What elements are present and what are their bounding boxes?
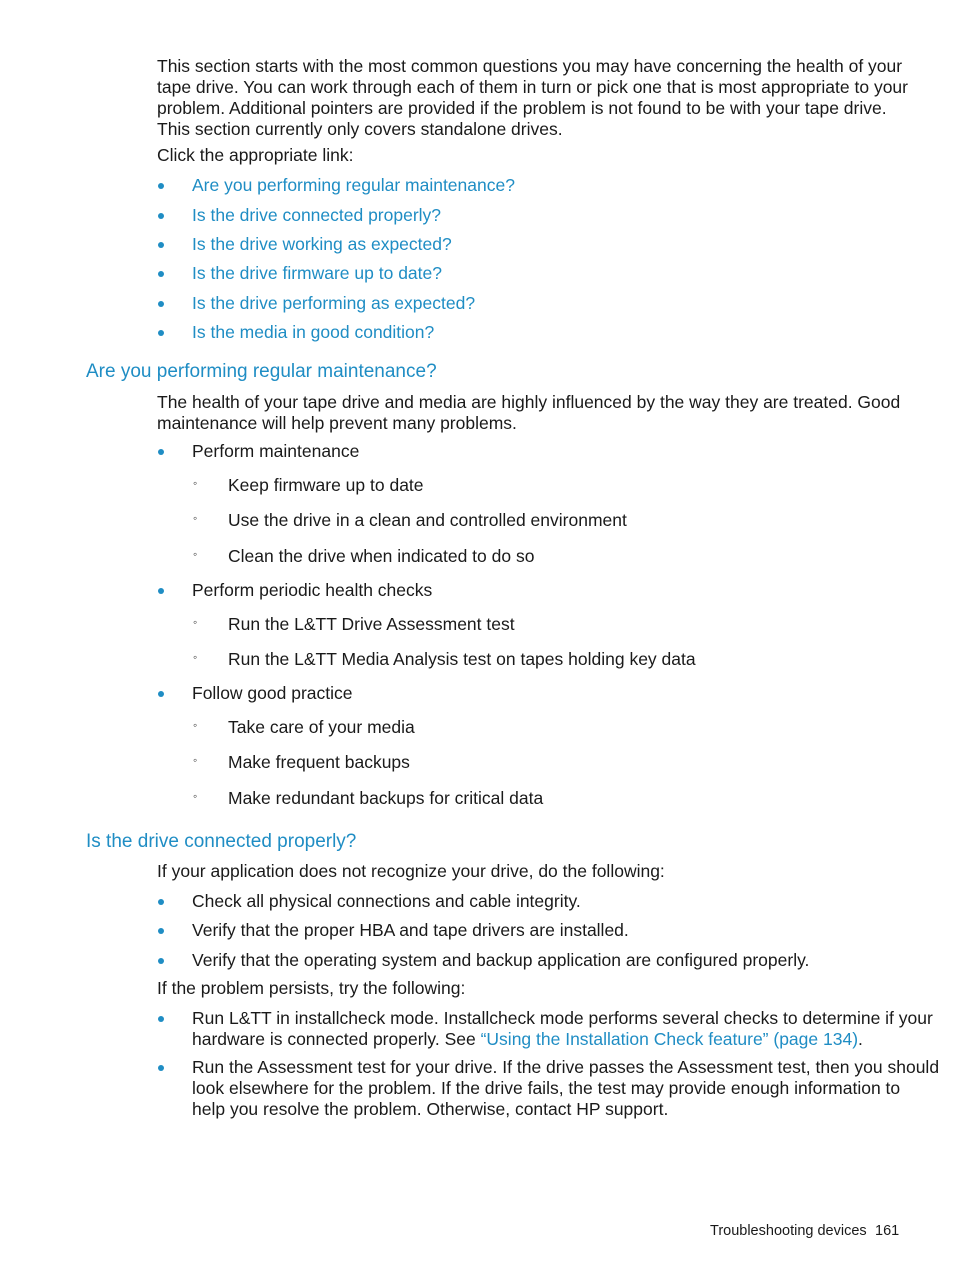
list-item: Check all physical connections and cable integrity. bbox=[192, 891, 581, 911]
sub-bullet-icon: ◦ bbox=[193, 547, 198, 561]
bullet-icon bbox=[158, 301, 164, 307]
list-item: Verify that the proper HBA and tape drivers are installed. bbox=[192, 920, 629, 940]
step2-line: Run the Assessment test for your drive. If the drive passes the Assessment test, then you should bbox=[192, 1057, 940, 1077]
intro-line: This section currently only covers standalone drives. bbox=[157, 119, 563, 139]
connected-intro: If your application does not recognize your drive, do the following: bbox=[157, 861, 665, 881]
sub-bullet-icon: ◦ bbox=[193, 650, 198, 664]
step1-suffix: . bbox=[858, 1029, 863, 1049]
list-item: Perform periodic health checks bbox=[192, 580, 433, 600]
sub-list-item: Keep firmware up to date bbox=[228, 475, 424, 495]
bullet-icon bbox=[158, 588, 164, 594]
intro-line: problem. Additional pointers are provided if the problem is not found to be with your tape drive. bbox=[157, 98, 887, 118]
maintenance-line: The health of your tape drive and media are highly influenced by the way they are treated. Good bbox=[157, 392, 901, 412]
bullet-icon bbox=[158, 1016, 164, 1022]
sub-list-item: Make frequent backups bbox=[228, 752, 410, 772]
bullet-icon bbox=[158, 271, 164, 277]
step1-prefix: hardware is connected properly. See bbox=[192, 1029, 481, 1049]
sub-bullet-icon: ◦ bbox=[193, 789, 198, 803]
bullet-icon bbox=[158, 213, 164, 219]
list-item bbox=[192, 1057, 939, 1120]
intro-paragraph bbox=[157, 56, 908, 140]
bullet-icon bbox=[158, 958, 164, 964]
link-firmware[interactable]: Is the drive firmware up to date? bbox=[192, 263, 442, 283]
link-media[interactable]: Is the media in good condition? bbox=[192, 322, 435, 342]
list-item: Perform maintenance bbox=[192, 441, 360, 461]
section-heading-maintenance: Are you performing regular maintenance? bbox=[86, 361, 437, 382]
sub-bullet-icon: ◦ bbox=[193, 615, 198, 629]
step1-line: Run L&TT in installcheck mode. Installcheck mode performs several checks to determine if your bbox=[192, 1008, 933, 1028]
section-heading-connected: Is the drive connected properly? bbox=[86, 831, 357, 852]
link-performing[interactable]: Is the drive performing as expected? bbox=[192, 293, 476, 313]
footer-section-title: Troubleshooting devices bbox=[710, 1223, 867, 1239]
intro-line: tape drive. You can work through each of them in turn or pick one that is most appropriate to your bbox=[157, 77, 908, 97]
page-number: 161 bbox=[875, 1223, 900, 1239]
list-item: Verify that the operating system and backup application are configured properly. bbox=[192, 950, 810, 970]
list-item: Follow good practice bbox=[192, 683, 353, 703]
persist-text: If the problem persists, try the following: bbox=[157, 978, 466, 998]
sub-list-item: Use the drive in a clean and controlled environment bbox=[228, 510, 627, 530]
sub-bullet-icon: ◦ bbox=[193, 718, 198, 732]
intro-line: This section starts with the most common questions you may have concerning the health of your bbox=[157, 56, 903, 76]
sub-bullet-icon: ◦ bbox=[193, 753, 198, 767]
bullet-icon bbox=[158, 449, 164, 455]
sub-list-item: Clean the drive when indicated to do so bbox=[228, 546, 535, 566]
bullet-icon bbox=[158, 330, 164, 336]
bullet-icon bbox=[158, 691, 164, 697]
sub-list-item: Run the L&TT Drive Assessment test bbox=[228, 614, 515, 634]
sub-bullet-icon: ◦ bbox=[193, 476, 198, 490]
bullet-icon bbox=[158, 242, 164, 248]
bullet-icon bbox=[158, 899, 164, 905]
step2-line: help you resolve the problem. Otherwise, contact HP support. bbox=[192, 1099, 669, 1119]
link-connected[interactable]: Is the drive connected properly? bbox=[192, 205, 442, 225]
bullet-icon bbox=[158, 1065, 164, 1071]
step1-line-2 bbox=[192, 1029, 933, 1050]
step2-line: look elsewhere for the problem. If the drive fails, the test may provide enough information to bbox=[192, 1078, 901, 1098]
sub-list-item: Run the L&TT Media Analysis test on tapes holding key data bbox=[228, 649, 696, 669]
link-working[interactable]: Is the drive working as expected? bbox=[192, 234, 452, 254]
sub-list-item: Take care of your media bbox=[228, 717, 415, 737]
link-maintenance[interactable]: Are you performing regular maintenance? bbox=[192, 175, 515, 195]
bullet-icon bbox=[158, 183, 164, 189]
click-prompt: Click the appropriate link: bbox=[157, 145, 354, 165]
maintenance-paragraph bbox=[157, 392, 900, 434]
list-item bbox=[192, 1008, 933, 1050]
sub-bullet-icon: ◦ bbox=[193, 511, 198, 525]
bullet-icon bbox=[158, 928, 164, 934]
installation-check-link[interactable]: “Using the Installation Check feature” (page 134) bbox=[480, 1029, 859, 1049]
maintenance-line: maintenance will help prevent many problems. bbox=[157, 413, 517, 433]
sub-list-item: Make redundant backups for critical data bbox=[228, 788, 544, 808]
